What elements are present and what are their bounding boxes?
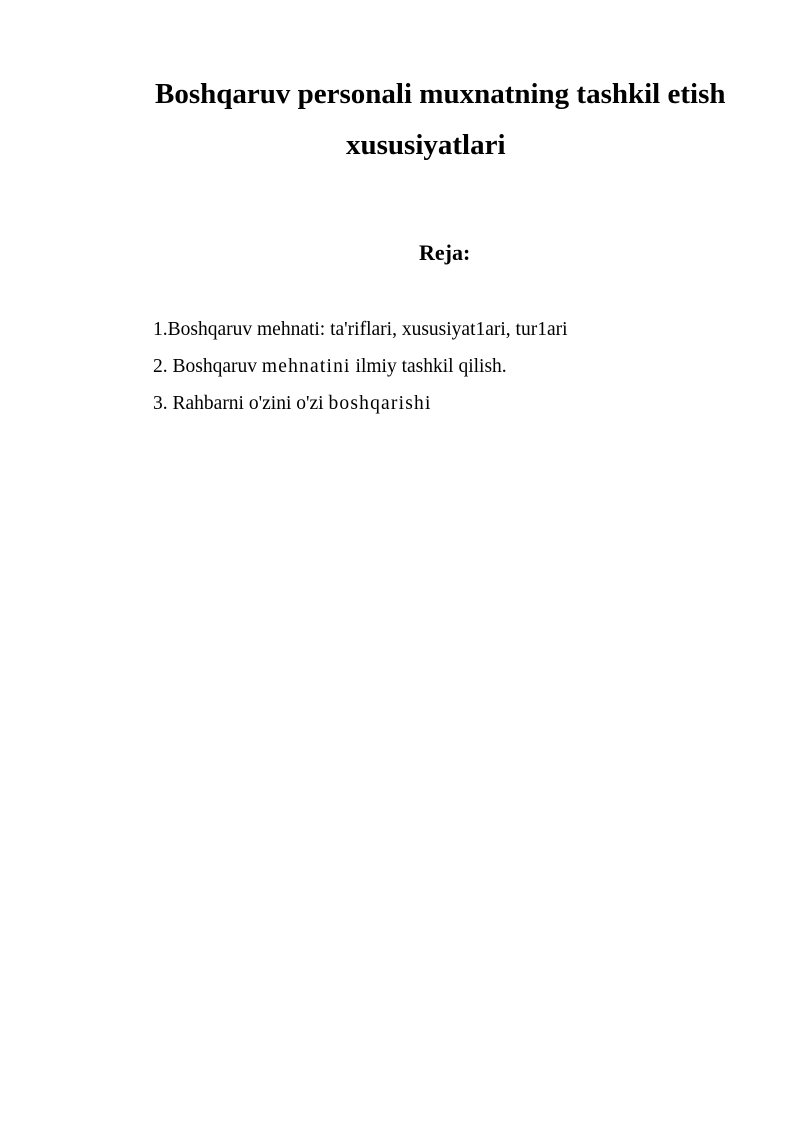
document-title-line-2: xususiyatlari xyxy=(346,129,506,161)
plan-heading: Reja: xyxy=(419,240,471,265)
plan-item-2-spaced-word: mehnatini xyxy=(261,356,351,377)
plan-item-2 xyxy=(153,348,568,385)
plan-item-3 xyxy=(153,385,568,422)
document-title-line-1: Boshqaruv personali muxnatning tashkil etish xyxy=(155,78,726,110)
plan-item-3-prefix: 3. Rahbarni o'zini o'zi xyxy=(153,393,329,414)
plan-item-3-spaced-word: boshqarishi xyxy=(328,393,432,414)
plan-item-2-prefix: 2. Boshqaruv xyxy=(153,356,262,377)
plan-item-2-suffix: ilmiy tashkil qilish. xyxy=(350,356,507,377)
plan-list xyxy=(153,311,568,422)
plan-item-1 xyxy=(153,311,568,348)
plan-item-1-text: 1.Boshqaruv mehnati: ta'riflari, xususiyat1ari, tur1ari xyxy=(153,319,568,340)
